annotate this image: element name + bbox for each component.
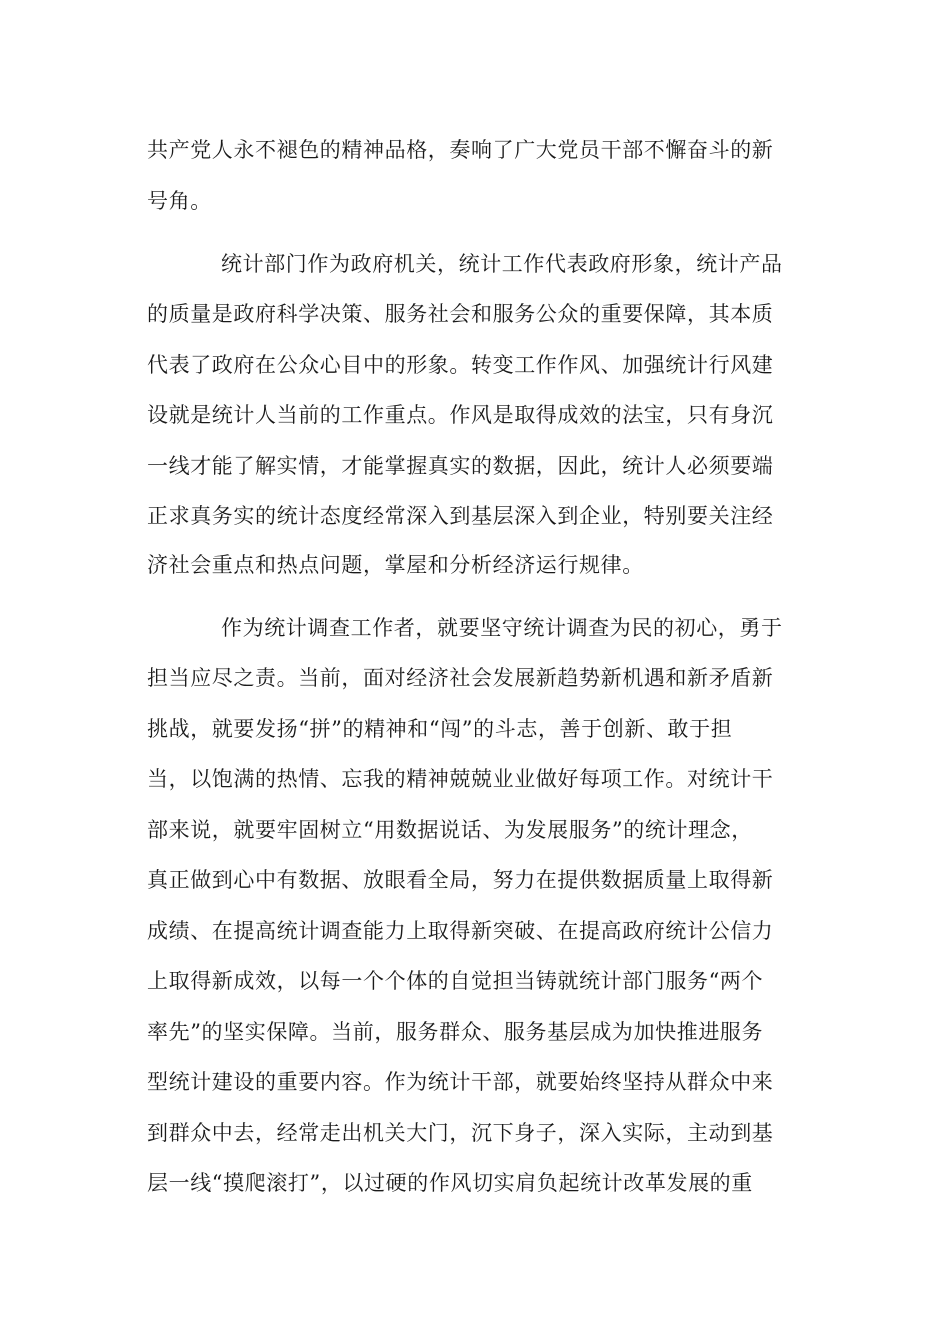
text-line: 的质量是政府科学决策、服务社会和服务公众的重要保障，其本质: [147, 302, 774, 326]
text-line: 挑战，就要发扬“拼”的精神和“闯”的斗志，善于创新、敢于担: [147, 717, 733, 741]
text-line: 成绩、在提高统计调查能力上取得新突破、在提高政府统计公信力: [147, 919, 774, 943]
text-line: 代表了政府在公众心目中的形象。转变工作作风、加强统计行风建: [147, 353, 774, 377]
text-line: 设就是统计人当前的工作重点。作风是取得成效的法宝，只有身沉: [147, 403, 774, 427]
text-line: 率先”的坚实保障。当前，服务群众、服务基层成为加快推进服务: [147, 1020, 764, 1044]
text-line: 真正做到心中有数据、放眼看全局，努力在提供数据质量上取得新: [147, 868, 774, 892]
text-line: 统计部门作为政府机关，统计工作代表政府形象，统计产品: [221, 252, 783, 276]
text-line: 型统计建设的重要内容。作为统计干部，就要始终坚持从群众中来: [147, 1070, 774, 1094]
text-line: 共产党人永不褪色的精神品格，奏响了广大党员干部不懈奋斗的新: [147, 138, 774, 162]
text-line: 部来说，就要牢固树立“用数据说话、为发展服务”的统计理念，: [147, 818, 753, 842]
text-line: 作为统计调查工作者，就要坚守统计调查为民的初心，勇于: [221, 616, 783, 640]
text-line: 号角。: [147, 189, 212, 213]
text-line: 担当应尽之责。当前，面对经济社会发展新趋势新机遇和新矛盾新: [147, 666, 774, 690]
text-line: 到群众中去，经常走出机关大门，沉下身子，深入实际，主动到基: [147, 1121, 774, 1145]
text-line: 济社会重点和热点问题，掌屋和分析经济运行规律。: [147, 553, 644, 577]
text-line: 当，以饱满的热情、忘我的精神兢兢业业做好每项工作。对统计干: [147, 767, 774, 791]
text-line: 层一线“摸爬滚打”，以过硬的作风切实肩负起统计改革发展的重: [147, 1171, 753, 1195]
text-line: 正求真务实的统计态度经常深入到基层深入到企业，特别要关注经: [147, 504, 774, 528]
text-line: 一线才能了解实情，才能掌握真实的数据，因此，统计人必须要端: [147, 454, 774, 478]
text-line: 上取得新成效，以每一个个体的自觉担当铸就统计部门服务“两个: [147, 969, 764, 993]
